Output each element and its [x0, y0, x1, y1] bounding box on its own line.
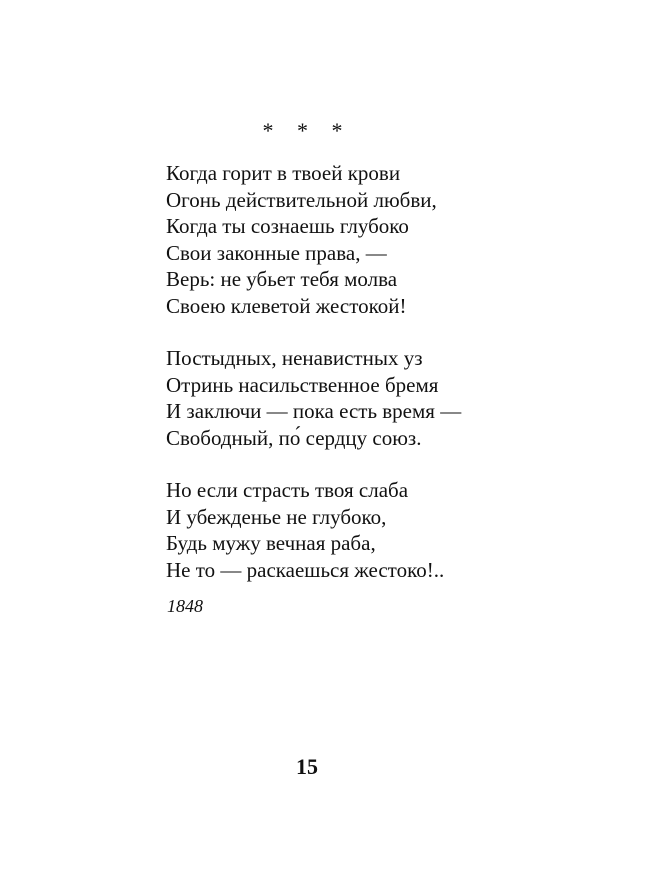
poem-line: Но если страсть твоя слаба: [166, 478, 409, 502]
poem-line: Будь мужу вечная раба,: [166, 531, 376, 555]
poem-line: Верь: не убьет тебя молва: [166, 267, 398, 291]
poem-date: 1848: [167, 596, 203, 616]
poem-line: И убежденье не глубоко,: [166, 504, 387, 529]
poem-body: [166, 160, 606, 609]
poem-line: Не то — раскаешься жестоко!..: [166, 557, 445, 582]
poem-line: Свободный, по́ сердцу союз.: [166, 425, 422, 450]
poem-line: Когда горит в твоей крови: [166, 161, 401, 185]
stanza: [166, 160, 606, 319]
poem-title-ornament: * * *: [262, 118, 352, 143]
poem-line: Свои законные права, —: [166, 240, 387, 265]
poem-line: И заключи — пока есть время —: [166, 399, 462, 423]
poem-line: Отринь насильственное бремя: [166, 372, 439, 397]
stanza: [166, 477, 606, 583]
poem-line: Постыдных, ненавистных уз: [166, 346, 423, 370]
poem-line: Своею клеветой жестокой!: [166, 293, 407, 318]
stanza: [166, 345, 606, 451]
poem-line: Когда ты сознаешь глубоко: [166, 214, 409, 238]
poem-line: Огонь действительной любви,: [166, 187, 437, 212]
page-number: 15: [296, 754, 318, 779]
